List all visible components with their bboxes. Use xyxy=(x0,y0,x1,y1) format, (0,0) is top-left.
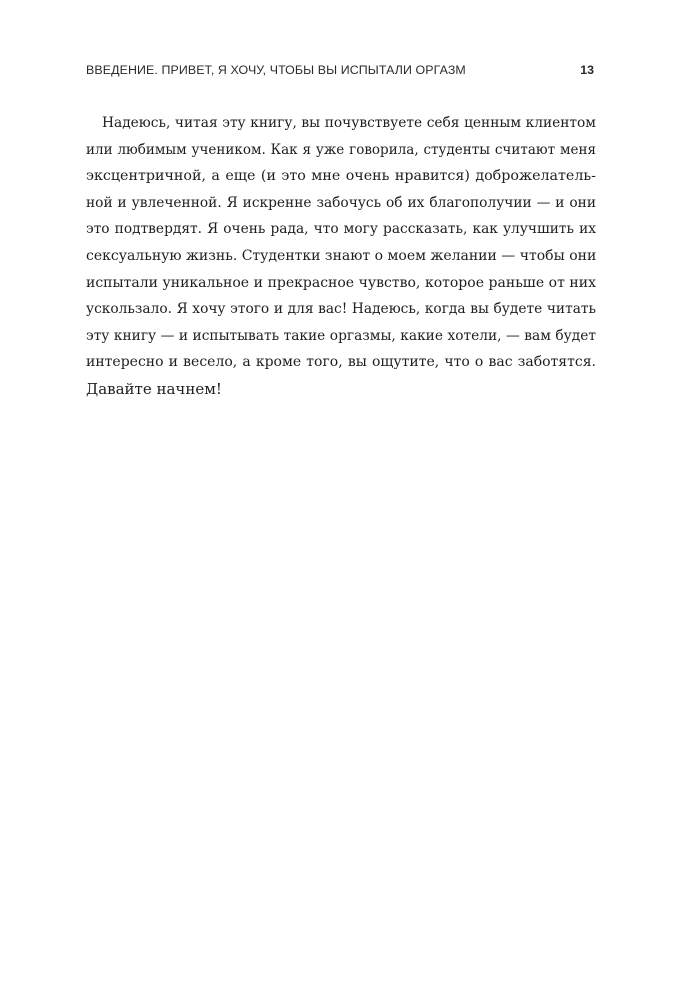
paragraph-line: или любимым учеником. Как я уже говорила, студенты считают меня xyxy=(86,141,596,158)
paragraph-line: Надеюсь, читая эту книгу, вы почувствуете себя ценным клиентом xyxy=(102,115,596,131)
paragraph-line: это подтвердят. Я очень рада, что могу рассказать, как улучшить их xyxy=(86,221,596,238)
page-number: 13 xyxy=(580,63,594,77)
paragraph-line: испытали уникальное и прекрасное чувство, которое раньше от них xyxy=(86,274,596,291)
paragraph-line: эксцентричной, а еще (и это мне очень нравится) доброжелатель- xyxy=(86,168,596,185)
body-paragraph xyxy=(86,110,596,403)
paragraph-line: Давайте начнем! xyxy=(86,379,222,398)
paragraph-line: ускользало. Я хочу этого и для вас! Надеюсь, когда вы будете читать xyxy=(86,301,596,318)
paragraph-line: ной и увлеченной. Я искренне забочусь об их благополучии — и они xyxy=(86,194,596,211)
paragraph-line: эту книгу — и испытывать такие оргазмы, какие хотели, — вам будет xyxy=(86,327,596,344)
paragraph-line: интересно и весело, а кроме того, вы ощутите, что о вас заботятся. xyxy=(86,354,596,371)
running-head: ВВЕДЕНИЕ. ПРИВЕТ, Я ХОЧУ, ЧТОБЫ ВЫ ИСПЫТАЛИ ОРГАЗМ xyxy=(86,63,466,77)
paragraph-line: сексуальную жизнь. Студентки знают о моем желании — чтобы они xyxy=(86,247,597,264)
